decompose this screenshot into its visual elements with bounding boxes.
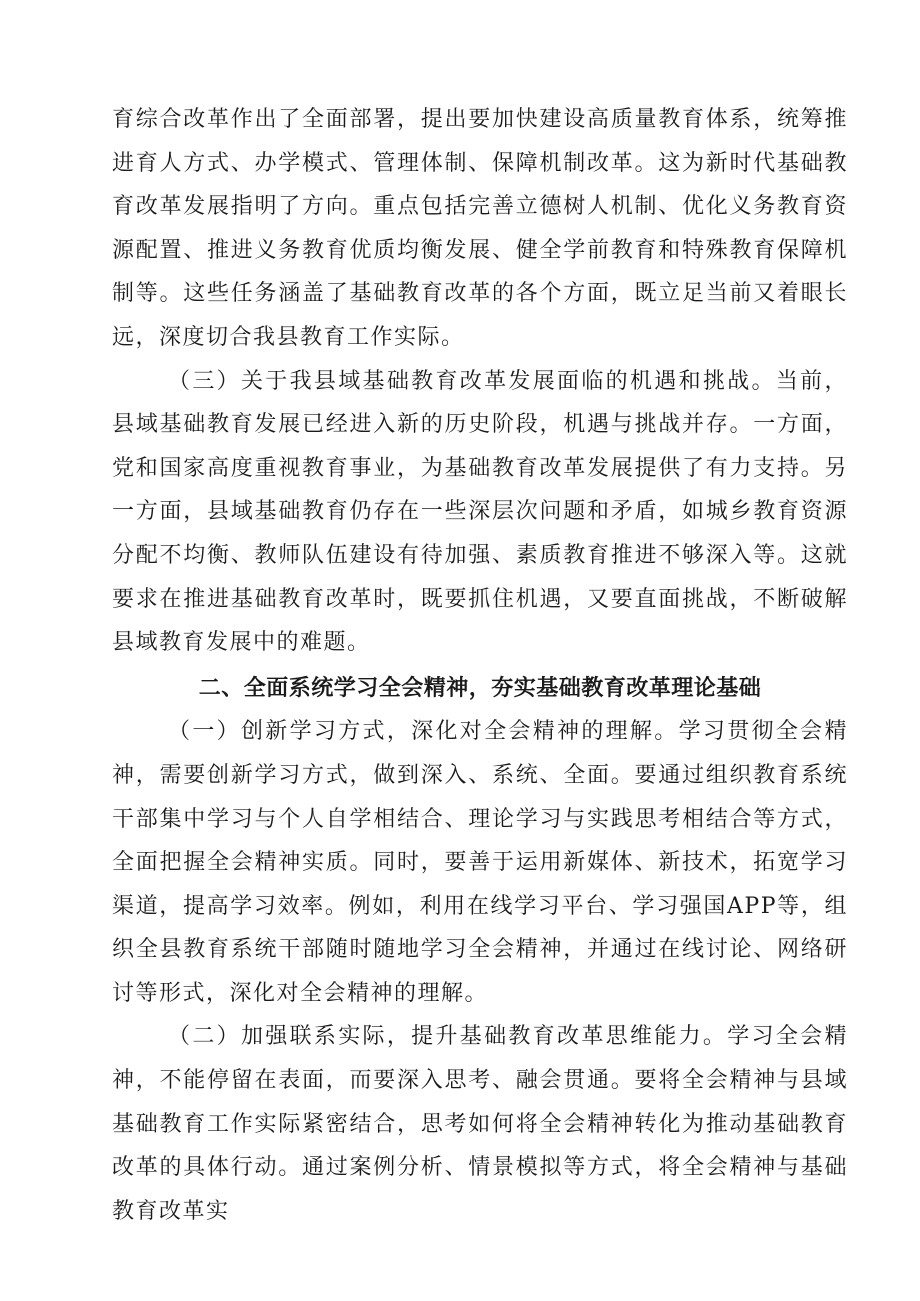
paragraph-innovate-learning: （一）创新学习方式，深化对全会精神的理解。学习贯彻全会精神，需要创新学习方式，做到深入、系统、全面。要通过组织教育系统干部集中学习与个人自学相结合、理论学习与实践思考相结合等方式，全面把握全会精神实质。同时，要善于运用新媒体、新技术，拓宽学习渠道，提高学习效率。例如，利用在线学习平台、学习强国APP等，组织全县教育系统干部随时随地学习全会精神，并通过在线讨论、网络研讨等形式，深化对全会精神的理解。	[112, 719, 848, 1006]
paragraph-opportunities-challenges: （三）关于我县域基础教育改革发展面临的机遇和挑战。当前，县域基础教育发展已经进入新的历史阶段，机遇与挑战并存。一方面，党和国家高度重视教育事业，为基础教育改革发展提供了有力支持。另一方面，县域基础教育仍存在一些深层次问题和矛盾，如城乡教育资源分配不均衡、教师队伍建设有待加强、素质教育推进不够深入等。这就要求在推进基础教育改革时，既要抓住机遇，又要直面挑战，不断破解县域教育发展中的难题。	[112, 368, 848, 656]
paragraph-link-practice: （二）加强联系实际，提升基础教育改革思维能力。学习全会精神，不能停留在表面，而要深入思考、融会贯通。要将全会精神与县域基础教育工作实际紧密结合，思考如何将全会精神转化为推动基础教育改革的具体行动。通过案例分析、情景模拟等方式，将全会精神与基础教育改革实	[112, 1024, 848, 1224]
document-page	[112, 98, 848, 1233]
paragraph-continuation: 育综合改革作出了全面部署，提出要加快建设高质量教育体系，统筹推进育人方式、办学模式、管理体制、保障机制改革。这为新时代基础教育改革发展指明了方向。重点包括完善立德树人机制、优化义务教育资源配置、推进义务教育优质均衡发展、健全学前教育和特殊教育保障机制等。这些任务涵盖了基础教育改革的各个方面，既立足当前又着眼长远，深度切合我县教育工作实际。	[112, 107, 848, 350]
section-heading-two: 二、全面系统学习全会精神，夯实基础教育改革理论基础	[198, 675, 762, 701]
